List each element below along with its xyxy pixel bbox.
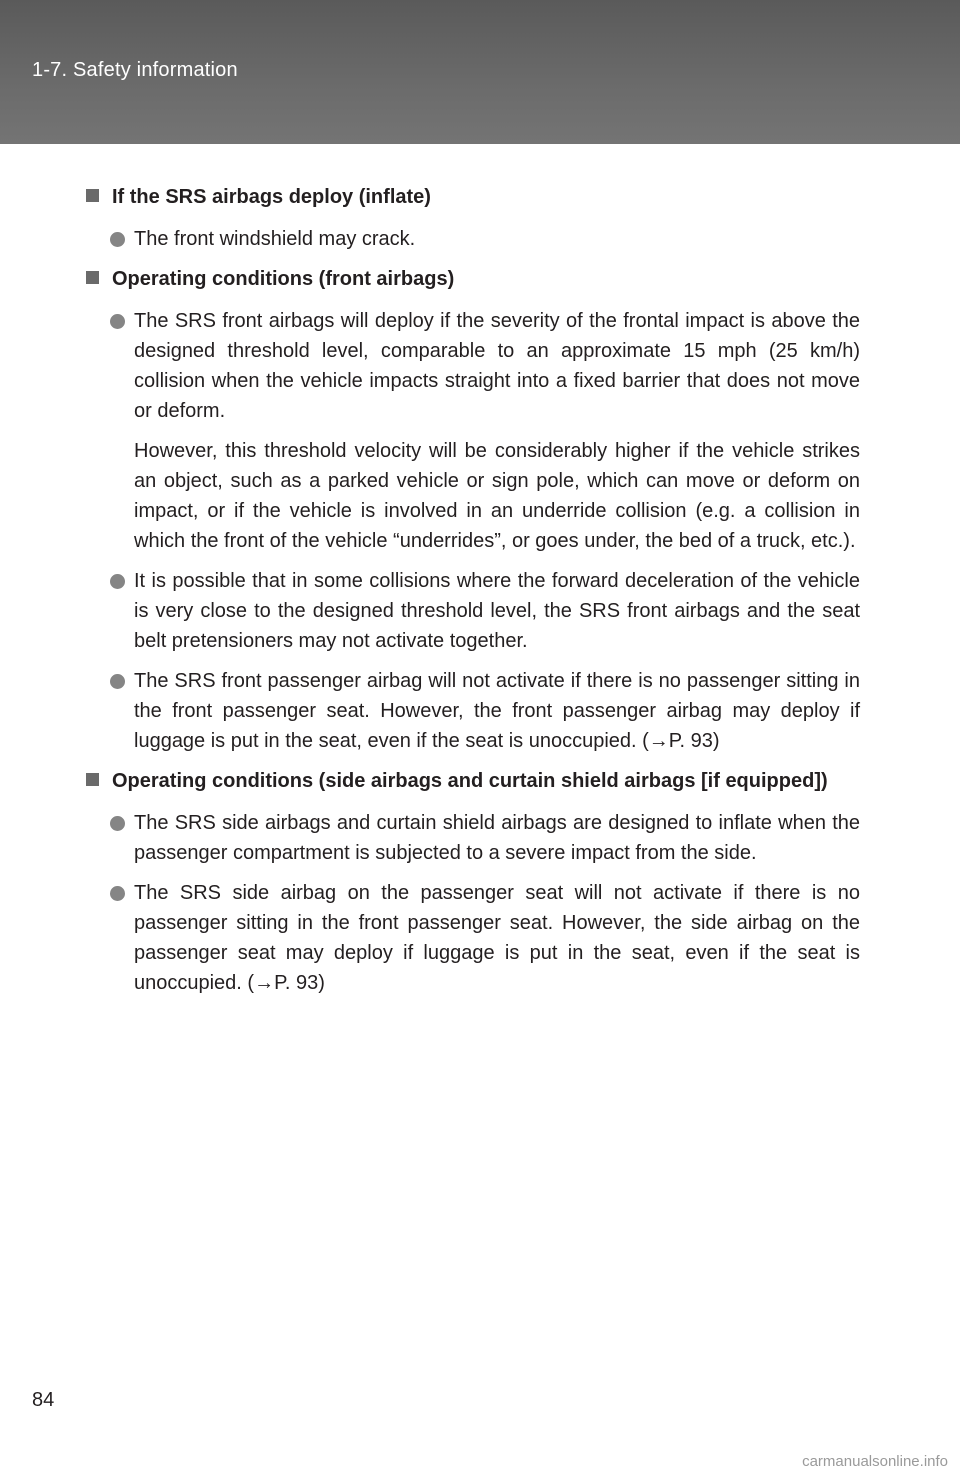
section-heading <box>86 264 860 294</box>
list-item <box>110 808 860 868</box>
section-title: 1-7. Safety information <box>32 59 238 81</box>
list-item-text: The SRS front airbags will deploy if the severity of the frontal impact is above the designed threshold level, comparable to an approximate 15 mph (25 km/h) collision when the vehicle impacts straight into a fixed barrier that does not move or deform. <box>134 310 860 422</box>
list-item <box>110 306 860 426</box>
page-content <box>86 182 860 1008</box>
section-heading <box>86 182 860 212</box>
list-item-text: The SRS side airbags and curtain shield airbags are designed to inflate when the passenger compartment is subjected to a severe impact from the side. <box>134 812 860 864</box>
heading-text: Operating conditions (side airbags and curtain shield airbags [if equipped]) <box>112 770 828 792</box>
heading-text: If the SRS airbags deploy (inflate) <box>112 186 431 208</box>
continuation-paragraph: However, this threshold velocity will be considerably higher if the vehicle strikes an object, such as a parked vehicle or sign pole, which can move or deform on impact, or if the vehicle is involved in an underride collision (e.g. a collision in which the front of the vehicle “underrides”, or goes under, the bed of a truck, etc.). <box>134 440 860 552</box>
square-bullet-icon <box>86 271 99 284</box>
square-bullet-icon <box>86 189 99 202</box>
list-item <box>110 224 860 254</box>
list-item-text: It is possible that in some collisions where the forward deceleration of the vehicle is very close to the designed threshold level, the SRS front airbags and the seat belt pretensioners may not activate together. <box>134 570 860 652</box>
section-heading <box>86 766 860 796</box>
list-item-text: The front windshield may crack. <box>134 228 416 250</box>
circle-bullet-icon <box>110 886 125 901</box>
circle-bullet-icon <box>110 674 125 689</box>
list-item <box>110 666 860 756</box>
circle-bullet-icon <box>110 816 125 831</box>
page-number: 84 <box>32 1389 55 1411</box>
list-item <box>110 566 860 656</box>
square-bullet-icon <box>86 773 99 786</box>
list-item <box>110 878 860 998</box>
list-item-text: The SRS side airbag on the passenger seat will not activate if there is no passenger sitting in the front passenger seat. However, the side airbag on the passenger seat may deploy if luggage is put in the seat, even if the seat is unoccupied. (→P. 93) <box>134 882 860 994</box>
circle-bullet-icon <box>110 574 125 589</box>
watermark: carmanualsonline.info <box>802 1453 948 1470</box>
heading-text: Operating conditions (front airbags) <box>112 268 455 290</box>
list-item-text: The SRS front passenger airbag will not activate if there is no passenger sitting in the front passenger seat. However, the front passenger airbag may deploy if luggage is put in the seat, even if the seat is unoccupied. (→P. 93) <box>134 670 860 752</box>
circle-bullet-icon <box>110 232 125 247</box>
header-band <box>0 0 960 144</box>
circle-bullet-icon <box>110 314 125 329</box>
